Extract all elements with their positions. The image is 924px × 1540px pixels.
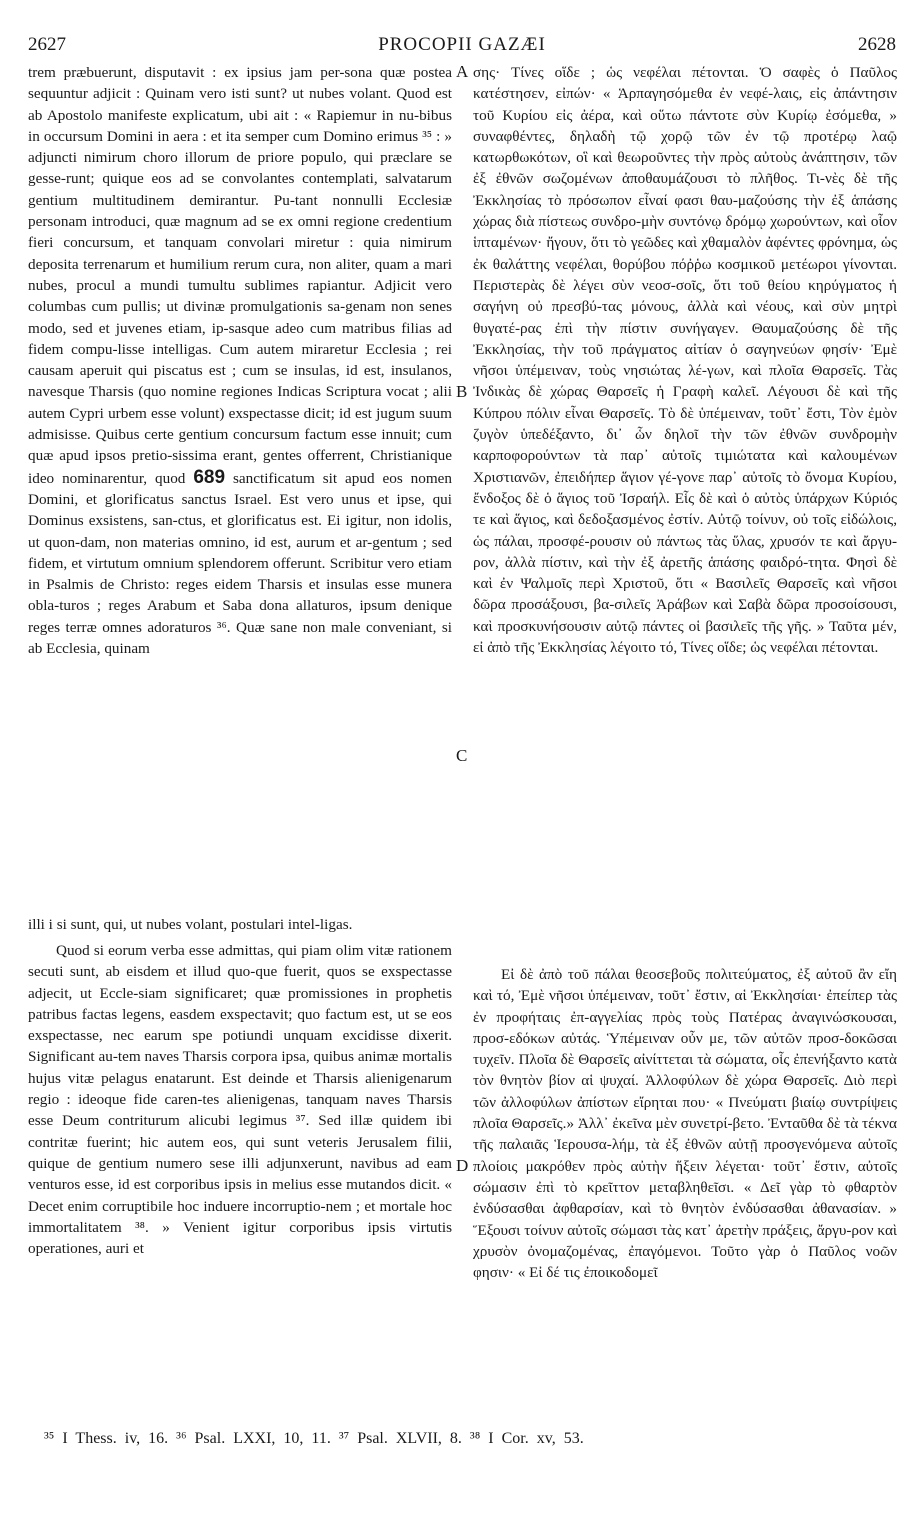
greek-column-upper	[473, 62, 897, 658]
column-number-marker: 689	[193, 466, 226, 488]
latin-column-upper	[28, 62, 452, 659]
full-width-line	[28, 914, 897, 935]
margin-letter-b: B	[456, 382, 468, 401]
margin-letter-c: C	[456, 746, 468, 765]
full-width-text: illi i si sunt, qui, ut nubes volant, postulari intel-ligas.	[28, 916, 353, 933]
page-header	[28, 34, 896, 62]
footnotes: ³⁵ I Thess. iv, 16. ³⁶ Psal. LXXI, 10, 11. ³⁷ Psal. XLVII, 8. ³⁸ I Cor. xv, 53.	[44, 1430, 584, 1447]
page-number-left: 2627	[28, 34, 66, 55]
running-title: PROCOPII GAZÆI	[378, 34, 546, 55]
margin-letter-d: D	[456, 1156, 469, 1175]
greek-column-lower	[473, 964, 897, 1283]
latin-column-lower	[28, 940, 452, 1259]
page-number-right: 2628	[858, 34, 896, 55]
latin-text-part-1: trem præbuerunt, disputavit : ex ipsius jam per-sona quæ postea sequuntur adjicit : Quinam vero isti sunt? ut nubes volant. Quod est ab Apostolo manifeste explicatum, ubi ait : « Rapiemur in nu-bibus in occursum Domini in aera : et ita semper cum Domino erimus ³⁵ : » adjuncti nimirum choro illorum de priore populo, qui præclare se gesse-runt; quique eos ad se convolantes contemplati, salvatarum gentium multitudinem demirantur. Pu-tant nonnulli Ecclesiæ personam introduci, quæ magnum ad se ex omni regione credentium fieri concursum, et tanquam convolari miretur : quia nimirum deposita terrenarum et humilium rerum cura, non aliter, quam a mari nubes, procul a mundi tumultu sublimes rapiantur. Adjicit vero columbas cum pullis; ut divinæ promulgationis sa-genam non senes modo, sed et juvenes etiam, ip-sasque adeo cum matribus filias ad fidem compu-lisse intelligas. Cum autem miraretur Ecclesia ; rei causam aperuit qui piscatus est ; cum se insulas, id est, insulanos, navesque Tharsis (quo nomine regiones Indicas Scriptura vocat ; alii autem Cypri urbem esse volunt) exspectasse dicit; id est jugum suum admisisse. Quibus certe gentium concursum factum esse innuit; cum quæ apud ipsos pretio-sissima erant, gentes offerrent, Christianique ideo nominarentur, quod	[28, 64, 452, 487]
greek-paragraph-lower: Εἰ δὲ ἀπὸ τοῦ πάλαι θεοσεβοῦς πολιτεύματος, ἐξ αὐτοῦ ἂν εἴη καὶ τό, Ἐμὲ νῆσοι ὑπέμειναν, τοῦτ᾽ ἔστιν, αἱ Ἐκκλησίαι· ἐπείπερ τὰς ἐν προφήταις ἐπ-αγγελίας πρὸς τοὺς Πατέρας ἀναγινώσκουσαι, προσ-εδόκων αὐτάς. Ὑπέμειναν οὖν με, τῶν αὐτῶν προσ-δοκῶσαι τυχεῖν. Πλοῖα δὲ Θαρσεῖς αἰνίττεται τὰ σώματα, οἷς ἐπενήξαντο κατὰ τὸν θνητὸν βίον αἱ ψυχαί. Ἀλλοφύλων δὲ χώρα Θαρσεῖς. Διὸ περὶ τῶν ἀλλοφύλων ἀπίστων εἴρηται που· « Πνεύματι βιαίῳ συντρίψεις πλοῖα Θαρσεῖς.» Ἀλλ᾽ ἐκεῖνα μὲν συνετρί-βετο. Ἐνταῦθα δὲ τὰ τέκνα τῆς παλαιᾶς Ἱερουσα-λήμ, τὰ ἐξ ἐθνῶν αὐτῇ προσγενόμενα αὐτοῖς πλοίοις μακρόθεν πρὸς αὐτὴν ἥξειν λέγεται· τοῦτ᾽ ἔστιν, αὐτοῖς σώμασιν ἐπὶ τὸ κρεῖττον μεταβληθεῖσι. « Δεῖ γὰρ τὸ φθαρτὸν ἐνδύσασθαι ἀφθαρσίαν, καὶ τὸ θνητὸν ἐνδύσασθαι ἀθανασίαν. » Ἕξουσι τοίνυν αὐτοῖς σώμασι τὰς κατ᾽ ἀρετὴν πράξεις, ἄργυ-ρον καὶ χρυσὸν ὀνομαζομένας, ἐπαγόμενοι. Τοῦτο γὰρ ὁ Παῦλος νοῶν φησιν· « Εἰ δέ τις ἐποικοδομεῖ	[473, 966, 897, 1282]
latin-paragraph-upper	[28, 62, 452, 659]
greek-paragraph-upper: σης· Τίνες οἵδε ; ὡς νεφέλαι πέτονται. Ὁ σαφὲς ὁ Παῦλος κατέστησεν, εἰπών· « Ἁρπαγησόμεθα ἐν νεφέ-λαις, εἰς ἀπάντησιν τοῦ Κυρίου εἰς ἀέρα, καὶ οὕτω πάντοτε σὺν Κυρίῳ ἐσόμεθα, » συναφθέντες, δηλαδὴ τῷ χορῷ τῶν ἐν τῷ προτέρῳ λαῷ κατωρθωκότων, οἳ καὶ θεωροῦντες τὴν πρὸς αὐτοὺς ἀνάπτησιν, τῶν ἐξ ἐθνῶν σωζομένων ἀποθαυμάζουσι τὸ πλῆθος. Τι-νὲς δὲ τῆς Ἐκκλησίας τὸ πρόσωπον εἶναί φασι θαυ-μαζούσης τὴν ἐξ ἁπάσης χώρας διὰ πίστεως συνδρο-μὴν συντόνῳ δρόμῳ χωρούντων, καὶ οἷον ἱπταμένων· ἤγουν, ὅτι τὸ γεῶδες καὶ χθαμαλὸν ἀφέντες φρόνημα, ὡς ἐκ θαλάττης νεφέλαι, θορύβου πόῤῥω κοσμικοῦ μετέωροι γίνονται. Περιστερὰς δὲ λέγει σὺν νεοσ-σοῖς, ὅτι τοῦ θείου κηρύγματος ἡ σαγήνη οὐ πρεσβύ-τας μόνους, ἀλλὰ καὶ νέους, καὶ σὺν μητρὶ θυγατέ-ρας ἐπὶ τὴν πίστιν συνήγαγεν. Θαυμαζούσης δὲ τῆς Ἐκκλησίας, τὴν τοῦ πράγματος αἰτίαν ὁ σαγηνεύων φησίν· Ἐμὲ νῆσοι ὑπέμειναν, τοὺς νησιώτας λέ-γων, καὶ πλοῖα Θαρσεῖς. Τὰς Ἰνδικὰς δὲ χώρας Θαρσεῖς ἡ Γραφὴ καλεῖ. Λέγουσι δὲ καὶ τῆς Κύπρου πόλιν εἶναι Θαρσεῖς. Τὸ δὲ ὑπέμειναν, τοῦτ᾽ ἔστι, Τὸν ἐμὸν ζυγὸν ὑπεδέξαντο, δι᾽ ὧν δηλοῖ τὴν τῶν ἐθνῶν συνδρομὴν καρποφορούντων τὰ παρ᾽ αὐτοῖς τιμιώτατα καὶ καλουμένων Χριστιανῶν, ἐπειδήπερ ἅγιον γέ-γονε παρ᾽ αὐτοῖς τὸ ὄνομα Κυρίου, ἔνδοξος δὲ ὁ ἅγιος τοῦ Ἰσραήλ. Εἷς δὲ καὶ ὁ αὐτὸς ὑπάρχων Κύριός τε καὶ ἅγιος, καὶ δεδοξασμένος ἐστίν. Αὐτῷ τοίνυν, οὐ τοῖς εἰδώλοις, ὡς πάλαι, προσφέ-ρουσιν οὐ πάντως τὰς ὕλας, χρυσόν τε καὶ ἄργυ-ρον, ἀλλὰ πίστιν, καὶ τὴν ἐξ ἀρετῆς ἁπάσης φαιδρό-τητα. Φησὶ δὲ καὶ ἐν Ψαλμοῖς περὶ Χριστοῦ, ὅτι « Βασιλεῖς Θαρσεῖς καὶ νῆσοι δῶρα προσάξουσι, βα-σιλεῖς Ἀράβων καὶ Σαβὰ δῶρα προσοίσουσι, καὶ προσκυνήσουσιν αὐτῷ πάντες οἱ βασιλεῖς τῆς γῆς. » Ταῦτα μέν, εἰ ἀπὸ τῆς Ἐκκλησίας λέγοιτο τό, Τίνες οἵδε; ὡς νεφέλαι πέτονται.	[473, 64, 897, 657]
latin-text-part-2: sanctificatum sit apud eos nomen Domini, et glorificatus sanctus Israel. Est vero unus et ipse, qui Dominus exsistens, san-ctus, et glorificatus est. Ei igitur, non idolis, ut quon-dam, non materias omnino, id est, aurum et ar-gentum ; sed fidem, et virtutum omnium splendorem offerunt. Scribitur vero etiam in Psalmis de Christo: reges eidem Tharsis et insulas esse munera obla-turos ; reges Arabum et Saba dona allaturos, ipsum denique reges terræ omnes adoraturos ³⁶. Quæ sane non male conveniant, si ab Ecclesia, quinam	[28, 469, 452, 658]
margin-letter-a: A	[456, 62, 469, 81]
latin-paragraph-lower: Quod si eorum verba esse admittas, qui piam olim vitæ rationem secuti sunt, ab eisdem et illud quo-que fuerit, quos se exspectasse adjecit, ut Eccle-siam significaret; quæ promissiones in prophetis patribus factas legens, easdem exspectavit; quo factum est, ut se eos exspectasse, nec earum spe potiundi unquam excidisse dixerit. Significant au-tem naves Tharsis corpora ipsa, quibus animæ mortalis hujus vitæ pelagus enatarunt. Est deinde et Tharsis alienigenarum regio : ideoque fide caren-tes alienigenas, tanquam naves Tharsis esse Deum contriturum alicubi legimus ³⁷. Sed illæ quidem ibi contritæ fuerint; hic autem eos, qui sunt veteris Jerusalem filii, quique de gentium numero sese illi adjunxerunt, navibus ad eam venturos esse, id est corporibus ipsis in melius esse mutandos dicit. « Decet enim corruptibile hoc induere incorruptio-nem ; et mortale hoc immortalitatem ³⁸. » Venient igitur corporibus ipsis virtutis operationes, auri et	[28, 942, 452, 1258]
